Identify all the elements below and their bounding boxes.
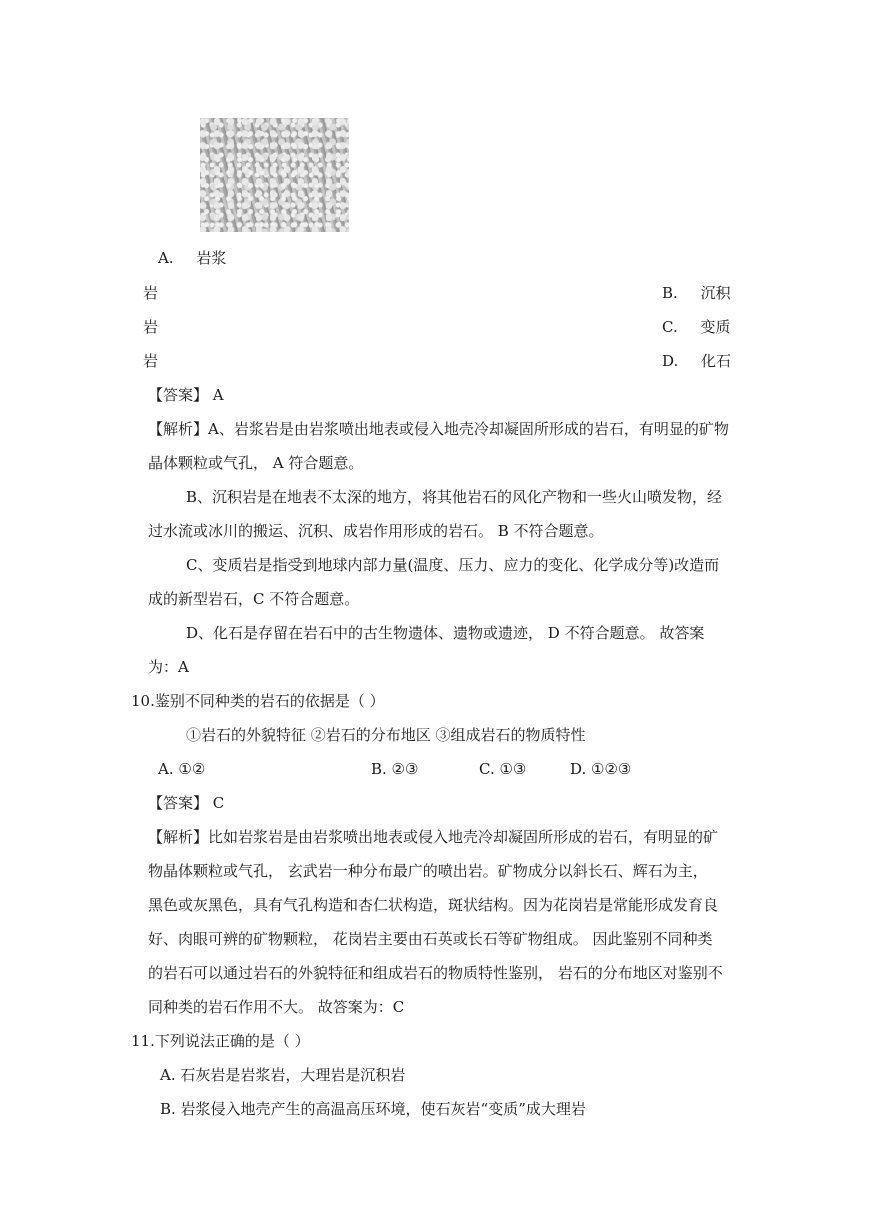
q9-analysis-line: 成的新型岩石，C 不符合题意。 xyxy=(148,590,360,608)
q10-analysis-line: 好、肉眼可辨的矿物颗粒， 花岗岩主要由石英或长石等矿物组成。 因此鉴别不同种类 xyxy=(148,930,713,948)
q9-option-a-text: 岩浆 xyxy=(196,249,227,267)
q10-option-a: A. ①② xyxy=(158,760,206,778)
q9-option-d xyxy=(662,351,731,371)
q9-option-a xyxy=(158,248,226,268)
q9-analysis-line: 【解析】A、岩浆岩是由岩浆喷出地表或侵入地壳冷却凝固所形成的岩石，有明显的矿物 xyxy=(148,420,729,438)
q9-photo xyxy=(200,118,349,232)
q9-option-c-letter: C. xyxy=(662,318,678,336)
q9-option-d-text: 化石 xyxy=(701,352,732,370)
q10-analysis-line: 黑色或灰黑色，具有气孔构造和杏仁状构造，斑状结构。因为花岗岩是常能形成发育良 xyxy=(148,896,719,914)
q9-analysis-line: C、变质岩是指受到地球内部力量(温度、压力、应力的变化、化学成分等)改造而 xyxy=(186,556,720,574)
q10-analysis-line: 【解析】比如岩浆岩是由岩浆喷出地表或侵入地壳冷却凝固所形成的岩石，有明显的矿 xyxy=(148,828,719,846)
q11-option-a: A. 石灰岩是岩浆岩，大理岩是沉积岩 xyxy=(160,1066,406,1084)
q10-option-c: C. ①③ xyxy=(479,760,527,778)
q9-option-c-cont: 岩 xyxy=(143,352,159,370)
q9-option-b-text: 沉积 xyxy=(700,284,731,302)
q9-analysis-line: D、化石是存留在岩石中的古生物遗体、遗物或遗迹， D 不符合题意。 故答案 xyxy=(186,624,705,642)
q9-analysis-line: 为：A xyxy=(148,658,189,676)
q11-option-b: B. 岩浆侵入地壳产生的高温高压环境，使石灰岩“变质”成大理岩 xyxy=(160,1100,586,1118)
q10-stem: 10.鉴别不同种类的岩石的依据是（ ） xyxy=(131,692,385,710)
q10-answer: 【答案】 C xyxy=(148,794,225,812)
q9-analysis-line: B、沉积岩是在地表不太深的地方，将其他岩石的风化产物和一些火山喷发物，经 xyxy=(186,488,723,506)
q10-option-d: D. ①②③ xyxy=(570,760,632,778)
q10-analysis-line: 物晶体颗粒或气孔， 玄武岩一种分布最广的喷出岩。矿物成分以斜长石、辉石为主， xyxy=(148,862,708,880)
q9-option-a-cont: 岩 xyxy=(143,284,159,302)
q9-option-b-letter: B. xyxy=(662,284,678,302)
q9-option-c xyxy=(662,317,731,337)
q10-analysis-line: 的岩石可以通过岩石的外貌特征和组成岩石的物质特性鉴别， 岩石的分布地区对鉴别不 xyxy=(148,964,723,982)
q9-option-a-letter: A. xyxy=(158,249,174,267)
q9-answer: 【答案】 A xyxy=(148,386,224,404)
q9-analysis-line: 晶体颗粒或气孔， A 符合题意。 xyxy=(148,454,364,472)
q9-option-d-letter: D. xyxy=(662,352,679,370)
q10-items: ①岩石的外貌特征 ②岩石的分布地区 ③组成岩石的物质特性 xyxy=(186,726,586,744)
q9-option-c-text: 变质 xyxy=(700,318,731,336)
q11-stem: 11.下列说法正确的是（ ） xyxy=(131,1032,310,1050)
q9-option-b-cont: 岩 xyxy=(143,318,159,336)
q9-analysis-line: 过水流或冰川的搬运、沉积、成岩作用形成的岩石。 B 不符合题意。 xyxy=(148,522,604,540)
q9-option-b xyxy=(662,283,731,303)
q10-option-b: B. ②③ xyxy=(371,760,419,778)
q10-analysis-line: 同种类的岩石作用不大。 故答案为：C xyxy=(148,998,405,1016)
